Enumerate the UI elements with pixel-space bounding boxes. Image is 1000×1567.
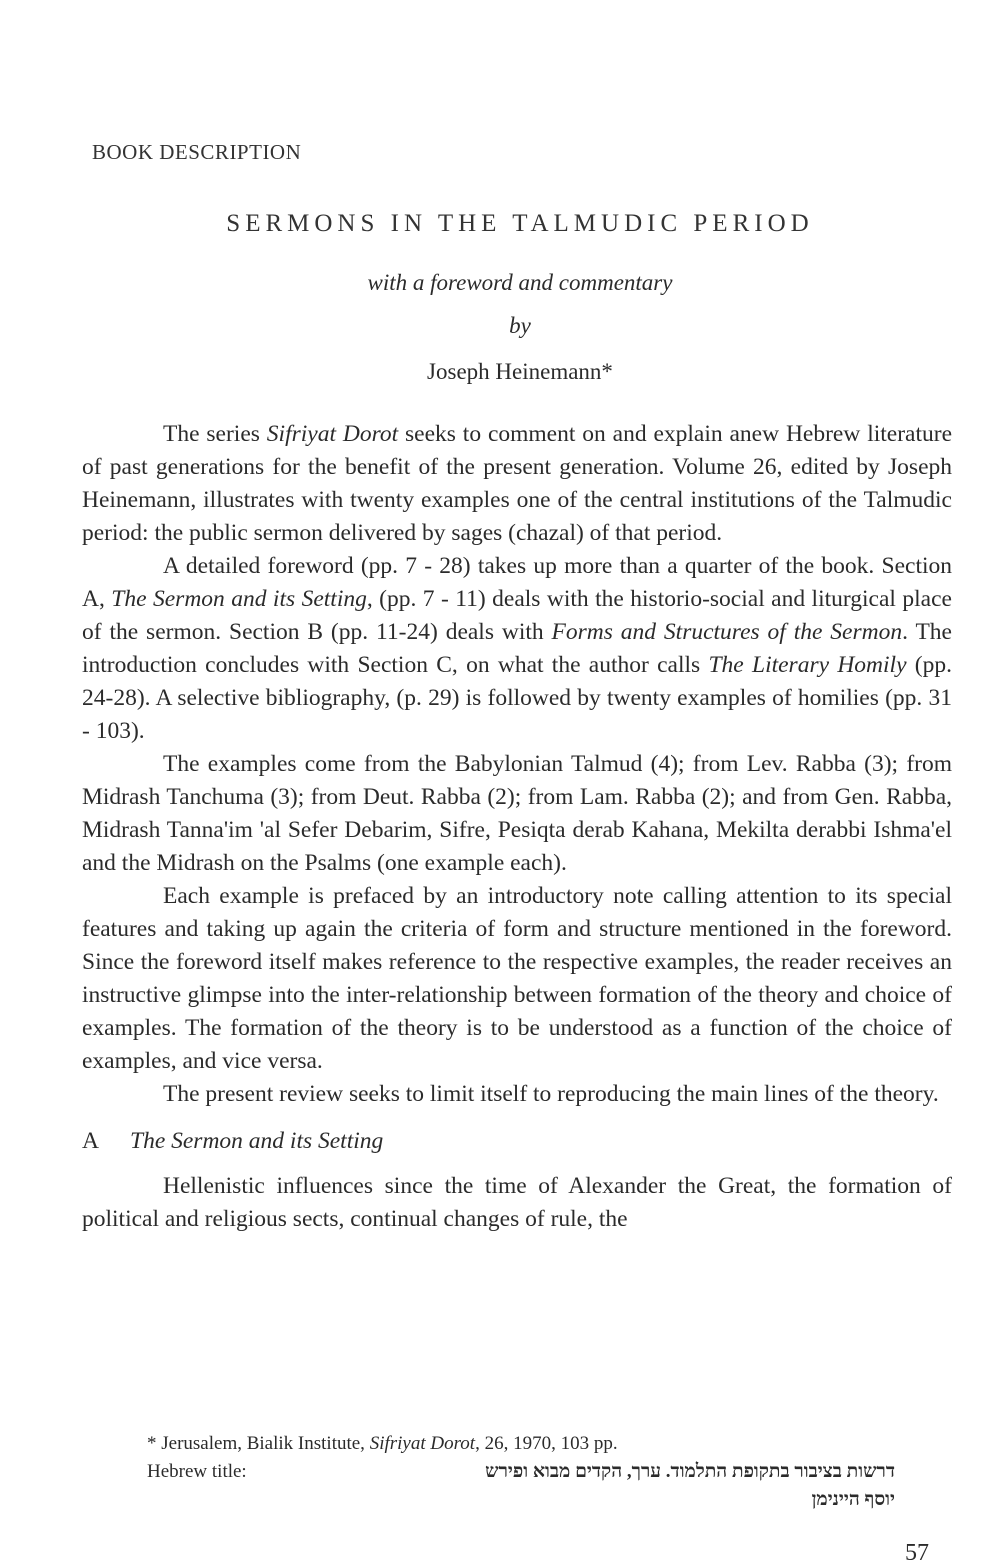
- footnote-line-1: [147, 1430, 907, 1458]
- paragraph-4: Each example is prefaced by an introductory note calling attention to its special features and taking up again the criteria of form and structure mentioned in the foreword. Since the foreword itself makes reference to the respective examples, the reader receives an instructive glimpse into the inter-relationship between formation of the theory and choice of examples. The formation of the theory is to be understood as a function of the choice of examples, and vice versa.: [82, 883, 952, 1074]
- hebrew-title-label: Hebrew title:: [147, 1461, 247, 1482]
- p1-text-b: seeks to comment on and explain anew Hebrew literature of past generations for the benefit of the present generation. Volume 26, edited by Joseph Heinemann, illustrates with twenty examples one of the central institutions of the Talmudic period: the public sermon delivered by sages (chazal) of that period.: [82, 421, 953, 546]
- footnote-italic: Sifriyat Dorot: [369, 1433, 476, 1454]
- p1-text-a: The series: [163, 421, 267, 447]
- hebrew-title: דרשות בציבור בתקופת התלמוד. ערך, הקדים מבוא ופירש: [485, 1461, 895, 1482]
- book-title: SERMONS IN THE TALMUDIC PERIOD: [226, 210, 814, 237]
- hebrew-author: יוסף היינימן: [811, 1489, 895, 1510]
- p2-italic-2: Forms and Structures of the Sermon: [551, 619, 903, 645]
- paragraph-6: Hellenistic influences since the time of Alexander the Great, the formation of political and religious sects, continual changes of rule, the: [82, 1173, 952, 1232]
- footnote: [147, 1430, 907, 1514]
- body-text: [82, 418, 952, 1236]
- section-heading: [82, 1125, 952, 1158]
- section-title: The Sermon and its Setting: [130, 1128, 384, 1154]
- subtitle: with a foreword and commentary: [367, 270, 673, 295]
- paragraph-1: [82, 418, 952, 550]
- footnote-text-a: Jerusalem, Bialik Institute,: [156, 1433, 370, 1454]
- p2-text-b: , (pp. 7 - 11) deals with the historio-social and liturgical place of the sermon. Section B (pp. 11-24) deals with: [82, 586, 952, 645]
- paragraph-3: The examples come from the Babylonian Talmud (4); from Lev. Rabba (3); from Midrash Tanchuma (3); from Deut. Rabba (2); from Lam. Rabba (2); and from Gen. Rabba, Midrash Tanna'im 'al Sefer Debarim, Sifre, Pesiqta derab Kahana, Mekilta derabbi Ishma'el and the Midrash on the Psalms (one example each).: [82, 751, 952, 876]
- p2-text-c: . The introduction concludes with Section C, on what the author calls: [82, 619, 952, 678]
- page-number: 57: [905, 1540, 929, 1566]
- p2-text-d: (pp. 24-28). A selective bibliography, (p. 29) is followed by twenty examples of homilies (pp. 31 - 103).: [82, 652, 952, 744]
- series-name: Sifriyat Dorot: [266, 421, 399, 447]
- section-letter: A: [82, 1128, 99, 1154]
- footnote-marker: *: [147, 1433, 157, 1454]
- paragraph-2: [82, 550, 952, 748]
- author-name: Joseph Heinemann*: [427, 359, 613, 384]
- p2-italic-3: The Literary Homily: [708, 652, 907, 678]
- paragraph-5: The present review seeks to limit itself to reproducing the main lines of the theory.: [163, 1081, 939, 1107]
- p2-text-a: A detailed foreword (pp. 7 - 28) takes up more than a quarter of the book. Section A,: [82, 553, 952, 612]
- section-label: BOOK DESCRIPTION: [92, 140, 302, 164]
- by-line: by: [509, 313, 531, 338]
- p2-italic-1: The Sermon and its Setting: [111, 586, 367, 612]
- footnote-text-b: , 26, 1970, 103 pp.: [475, 1433, 618, 1454]
- footnote-hebrew-row: [147, 1458, 895, 1486]
